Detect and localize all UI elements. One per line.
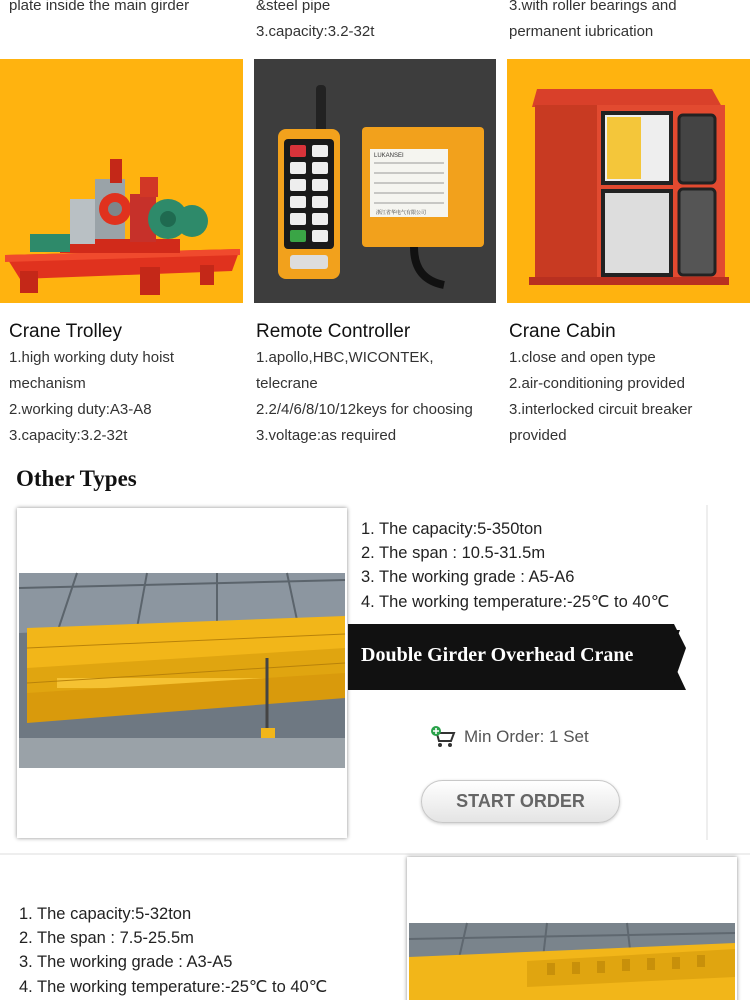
product-title-remote: Remote Controller — [256, 321, 411, 342]
desc-line: 3.voltage:as required — [256, 427, 397, 444]
remote-maker-label: 浙江省华电气有限公司 — [376, 210, 427, 216]
spec-item: 3. The working grade : A3-A5 — [19, 953, 233, 972]
desc-line: plate inside the main girder — [9, 0, 190, 14]
desc-line: telecrane — [256, 375, 318, 392]
desc-line: provided — [509, 427, 567, 444]
crane2-spec-list — [19, 902, 327, 999]
spec-item: 3. The working grade : A5-A6 — [361, 568, 575, 587]
spec-item: 1. The capacity:5-32ton — [19, 905, 192, 923]
spec-item: 2. The span : 10.5-31.5m — [361, 544, 546, 563]
desc-line: 2.working duty:A3-A8 — [9, 401, 152, 418]
desc-line: 3.capacity:3.2-32t — [9, 427, 128, 444]
desc-line: 1.close and open type — [509, 349, 656, 366]
spec-item: 2. The span : 7.5-25.5m — [19, 929, 194, 948]
min-order-text: Min Order: 1 Set — [464, 727, 589, 746]
desc-line: mechanism — [9, 375, 86, 392]
desc-line: 1.high working duty hoist — [9, 349, 175, 366]
spec-item: 1. The capacity:5-350ton — [361, 520, 543, 538]
start-order-button[interactable]: START ORDER — [421, 780, 620, 823]
trolley-desc-tail — [9, 0, 189, 19]
product-desc-cabin — [509, 345, 744, 449]
remote-controller-image[interactable] — [254, 59, 496, 303]
crane-trolley-image[interactable] — [0, 59, 243, 303]
remote-brand-label: LUKANSEI — [374, 153, 404, 159]
single-girder-crane-illustration — [407, 857, 737, 1000]
product-title-cabin: Crane Cabin — [509, 321, 616, 342]
desc-line: 3.capacity:3.2-32t — [256, 23, 375, 40]
desc-line: 2.2/4/6/8/10/12keys for choosing — [256, 401, 473, 418]
spec-item: 4. The working temperature:-25℃ to 40℃ — [361, 592, 670, 611]
desc-line: 1.apollo,HBC,WICONTEK, — [256, 349, 434, 366]
min-order — [430, 726, 589, 748]
crane1-spec-list — [361, 517, 669, 614]
cabin-desc-tail — [509, 0, 677, 45]
section-title-other-types: Other Types — [16, 466, 137, 491]
crane-trolley-illustration — [0, 59, 243, 303]
double-girder-crane-illustration — [17, 508, 347, 838]
desc-line: 3.interlocked circuit breaker — [509, 401, 693, 418]
desc-line: 3.with roller bearings and — [509, 0, 677, 14]
desc-line: &steel pipe — [256, 0, 331, 14]
crane-cabin-illustration — [507, 59, 750, 303]
product-name-double-girder: Double Girder Overhead Crane — [361, 644, 634, 666]
desc-line: 2.air-conditioning provided — [509, 375, 685, 392]
product-desc-remote — [256, 345, 501, 449]
card-background — [706, 505, 708, 840]
single-girder-crane-photo[interactable] — [407, 857, 737, 1000]
section-divider — [0, 853, 750, 855]
product-desc-trolley — [9, 345, 244, 449]
spec-item: 4. The working temperature:-25℃ to 40℃ — [19, 977, 328, 996]
crane-cabin-image[interactable] — [507, 59, 750, 303]
desc-line: permanent iubrication — [509, 23, 654, 40]
double-girder-crane-photo[interactable] — [17, 508, 347, 838]
remote-desc-tail — [256, 0, 374, 45]
product-title-trolley: Crane Trolley — [9, 321, 122, 342]
remote-controller-illustration — [254, 59, 496, 303]
cart-icon — [430, 726, 456, 748]
